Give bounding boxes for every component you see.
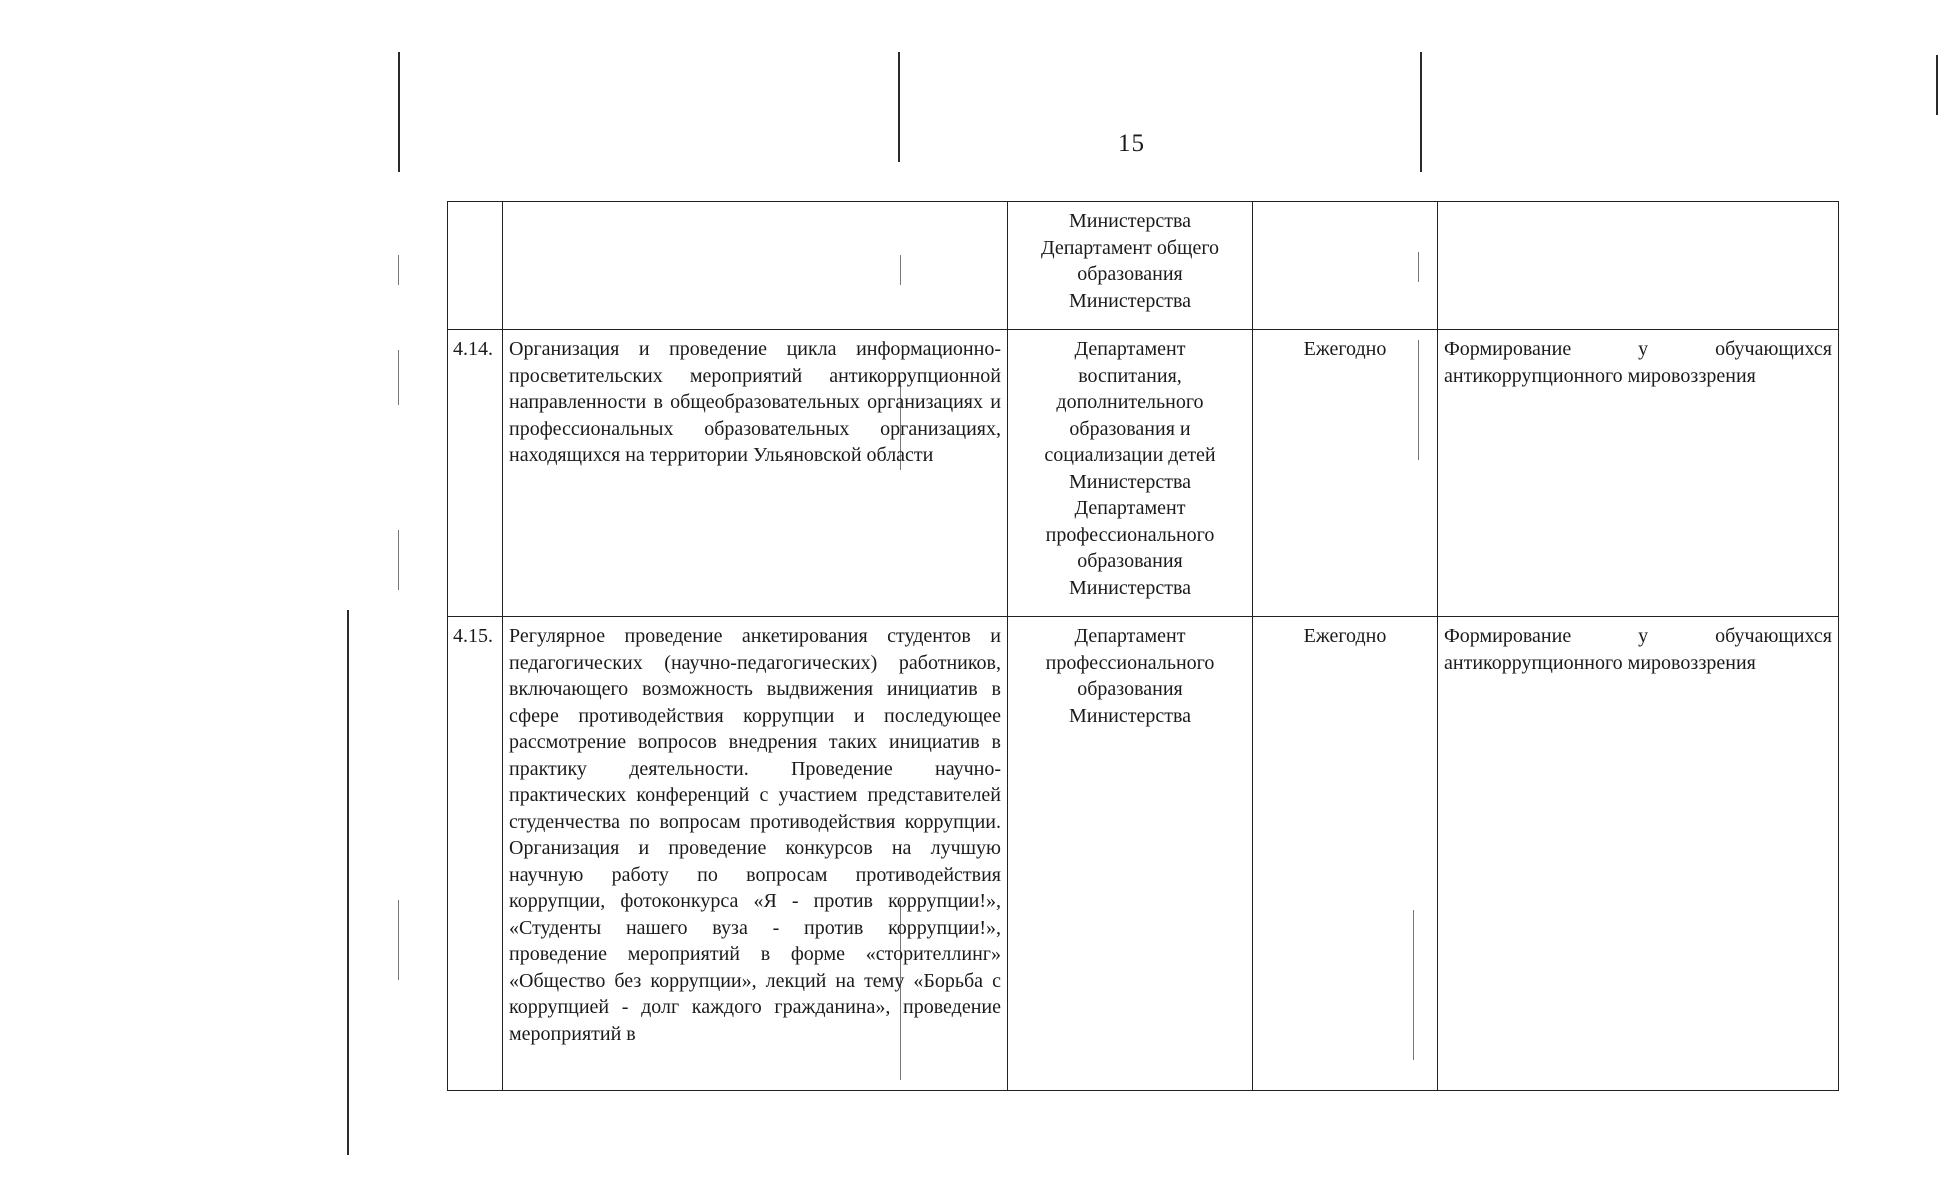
scan-artifact-line <box>398 52 400 172</box>
executor-line: образования <box>1077 550 1183 572</box>
executor-line: профессионального <box>1045 651 1215 674</box>
table-row <box>448 617 1839 1091</box>
executor-line: профессионального <box>1045 523 1215 546</box>
scan-artifact-line <box>898 52 900 162</box>
scan-artifact-line <box>347 610 349 1155</box>
executor-line: Департамент <box>1074 625 1186 647</box>
executor-line: Министерства <box>1068 704 1192 727</box>
executor-line: Министерства <box>1068 470 1192 493</box>
executors-cell <box>1008 330 1253 617</box>
scan-artifact-line <box>1936 55 1938 115</box>
executor-line: образования <box>1077 263 1183 285</box>
result-cell: Формирование у обучающихся антикоррупционного мировоззрения <box>1438 330 1839 617</box>
executor-line: образования и <box>1069 417 1191 440</box>
table-row <box>448 202 1839 330</box>
event-description-cell <box>503 202 1008 330</box>
executor-line: дополнительного <box>1056 391 1204 413</box>
scan-artifact-line <box>398 900 399 980</box>
scan-artifact-line <box>398 255 399 285</box>
executor-line: Департамент общего <box>1040 236 1220 259</box>
page-number: 15 <box>1118 130 1145 157</box>
executor-line: Департамент <box>1074 497 1186 519</box>
measures-table <box>447 201 1839 1091</box>
term-cell: Ежегодно <box>1253 617 1438 1091</box>
event-description-cell: Регулярное проведение анкетирования студентов и педагогических (научно-педагогических) работников, включающего возможность выдвижения инициатив в сфере противодействия коррупции и последующее рассмотрение вопросов внедрения таких инициатив в практику деятельности. Проведение научно-практических конференций с участием представителей студенчества по вопросам противодействия коррупции. Организация и проведение конкурсов на лучшую научную работу по вопросам противодействия коррупции, фотоконкурса «Я - против коррупции!», «Студенты нашего вуза - против коррупции!», проведение мероприятий в форме «сторителлинг» «Общество без коррупции», лекций на тему «Борьба с коррупцией - долг каждого гражданина», проведение мероприятий в <box>503 617 1008 1091</box>
item-number-cell: 4.15. <box>448 617 503 1091</box>
executors-cell <box>1008 202 1253 330</box>
scan-artifact-line <box>1420 52 1422 172</box>
executor-line: Министерства <box>1068 210 1192 232</box>
executor-line: образования <box>1077 678 1183 700</box>
term-cell <box>1253 202 1438 330</box>
result-cell: Формирование у обучающихся антикоррупционного мировоззрения <box>1438 617 1839 1091</box>
term-cell: Ежегодно <box>1253 330 1438 617</box>
item-number-cell: 4.14. <box>448 330 503 617</box>
table-row <box>448 330 1839 617</box>
scan-artifact-line <box>398 350 399 405</box>
executor-line: Министерства <box>1068 289 1192 312</box>
executor-line: Министерства <box>1068 576 1192 599</box>
scan-artifact-line <box>398 530 399 590</box>
executor-line: Департамент <box>1074 338 1186 360</box>
event-description-cell: Организация и проведение цикла информационно-просветительских мероприятий антикоррупционной направленности в общеобразовательных организациях и профессиональных образовательных организациях, находящихся на территории Ульяновской области <box>503 330 1008 617</box>
executor-line: воспитания, <box>1078 364 1182 387</box>
result-cell <box>1438 202 1839 330</box>
executors-cell <box>1008 617 1253 1091</box>
executor-line: социализации детей <box>1044 444 1216 466</box>
item-number-cell <box>448 202 503 330</box>
